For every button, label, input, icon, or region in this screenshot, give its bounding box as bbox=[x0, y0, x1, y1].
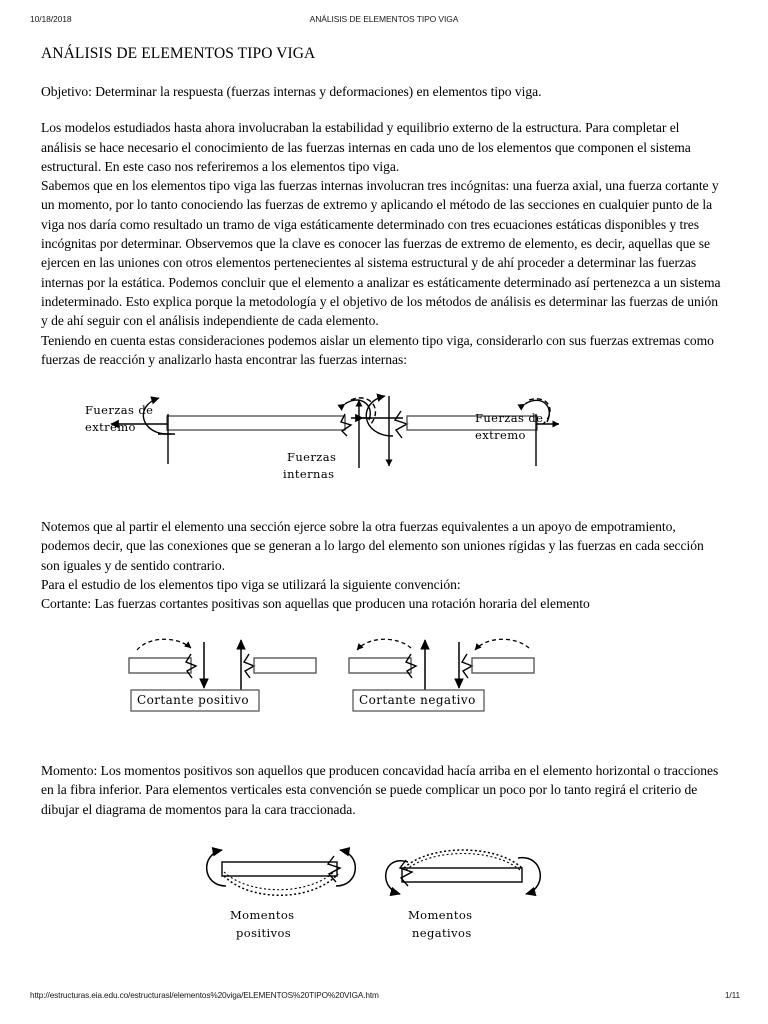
figure-shear-drawing bbox=[115, 628, 565, 728]
figure-end-forces-left-label-line1: Fuerzas de bbox=[85, 403, 154, 417]
text-column-middle bbox=[41, 517, 721, 613]
figure-shear-convention bbox=[115, 628, 565, 728]
figure-moment-convention bbox=[200, 842, 550, 952]
moment-positive-label-line1: Momentos bbox=[230, 908, 295, 922]
running-header bbox=[0, 14, 768, 28]
moment-negative-label-line1: Momentos bbox=[408, 908, 473, 922]
paragraph-3: Teniendo en cuenta estas consideraciones podemos aislar un elemento tipo viga, considerarlo con sus fuerzas extremas como fuerzas de reacción y analizarlo hasta encontrar las fuerzas internas: bbox=[41, 332, 714, 367]
text-column bbox=[41, 44, 721, 369]
page-footer bbox=[0, 990, 768, 1004]
paragraph-6: Cortante: Las fuerzas cortantes positivas son aquellas que producen una rotación horaria del elemento bbox=[41, 596, 590, 612]
paragraph-2: Sabemos que en los elementos tipo viga las fuerzas internas involucran tres incógnitas: una fuerza axial, una fuerza cortante y un momento, por lo tanto conociendo las fuerzas de extremo y aplicando el método de las secciones en cualquier punto de la viga nos daría como resultado un tramo de viga estáticamente determinado con tres ecuaciones estáticas disponibles y tres incógnitas por determinar. Observemos que la clave es conocer las fuerzas de extremo de elemento, es decir, aquellas que se ejercen en las uniones con otros elementos pertenecientes al sistema estructural y de ahí proceder a determinar las fuerzas internas por la estática. Podemos concluir que el elemento a analizar es estáticamente determinado así pertenezca a un sistema indeterminado. Esto explica porque la metodología y el objetivo de los métodos de análisis es determinar las fuerzas de unión y de ahí seguir con el análisis independiente de cada elemento. bbox=[41, 178, 721, 329]
moment-negative-label-line2: negativos bbox=[412, 926, 472, 940]
figure-end-forces-right-label-line2: extremo bbox=[475, 428, 526, 442]
shear-positive-caption: Cortante positivo bbox=[137, 693, 249, 707]
figure-end-forces-center-label-line1: Fuerzas bbox=[287, 450, 337, 464]
figure-end-forces bbox=[63, 378, 575, 500]
footer-url[interactable]: http://estructuras.eia.edu.co/estructurasl/elementos%20viga/ELEMENTOS%20TIPO%20VIGA.htm bbox=[30, 990, 379, 1000]
figure-end-forces-center-label-line2: internas bbox=[283, 467, 335, 481]
figure-end-forces-right-label-line1: Fuerzas de bbox=[475, 411, 544, 425]
paragraph-1: Los modelos estudiados hasta ahora involucraban la estabilidad y equilibrio externo de la estructura. Para completar el análisis se hace necesario el conocimiento de las fuerzas internas en cada uno de los elementos que componen el sistema estructural. En este caso nos referiremos a los elementos tipo viga. bbox=[41, 120, 691, 174]
footer-page-number: 1/11 bbox=[724, 990, 740, 1000]
figure-end-forces-left-label-line2: extremo bbox=[85, 420, 136, 434]
header-document-title: ANÁLISIS DE ELEMENTOS TIPO VIGA bbox=[309, 14, 459, 24]
paragraph-4: Notemos que al partir el elemento una sección ejerce sobre la otra fuerzas equivalentes a un apoyo de empotramiento, podemos decir, que las conexiones que se generan a lo largo del elemento son uniones rígidas y las fuerzas en cada sección son iguales y de sentido contrario. bbox=[41, 519, 704, 573]
paragraph-5: Para el estudio de los elementos tipo viga se utilizará la siguiente convención: bbox=[41, 576, 461, 592]
paragraph-7: Momento: Los momentos positivos son aquellos que producen concavidad hacía arriba en el elemento horizontal o tracciones en la fibra inferior. Para elementos verticales esta convención se puede complicar un poco por lo tanto regirá el criterio de dibujar el diagrama de momentos para la cara traccionada. bbox=[41, 763, 719, 817]
header-date: 10/18/2018 bbox=[30, 14, 72, 24]
page-title: ANÁLISIS DE ELEMENTOS TIPO VIGA bbox=[41, 45, 316, 62]
objective-paragraph: Objetivo: Determinar la respuesta (fuerzas internas y deformaciones) en elementos tipo viga. bbox=[41, 84, 542, 99]
shear-negative-caption: Cortante negativo bbox=[359, 693, 476, 707]
moment-positive-label-line2: positivos bbox=[236, 926, 292, 940]
text-column-moment bbox=[41, 761, 721, 819]
